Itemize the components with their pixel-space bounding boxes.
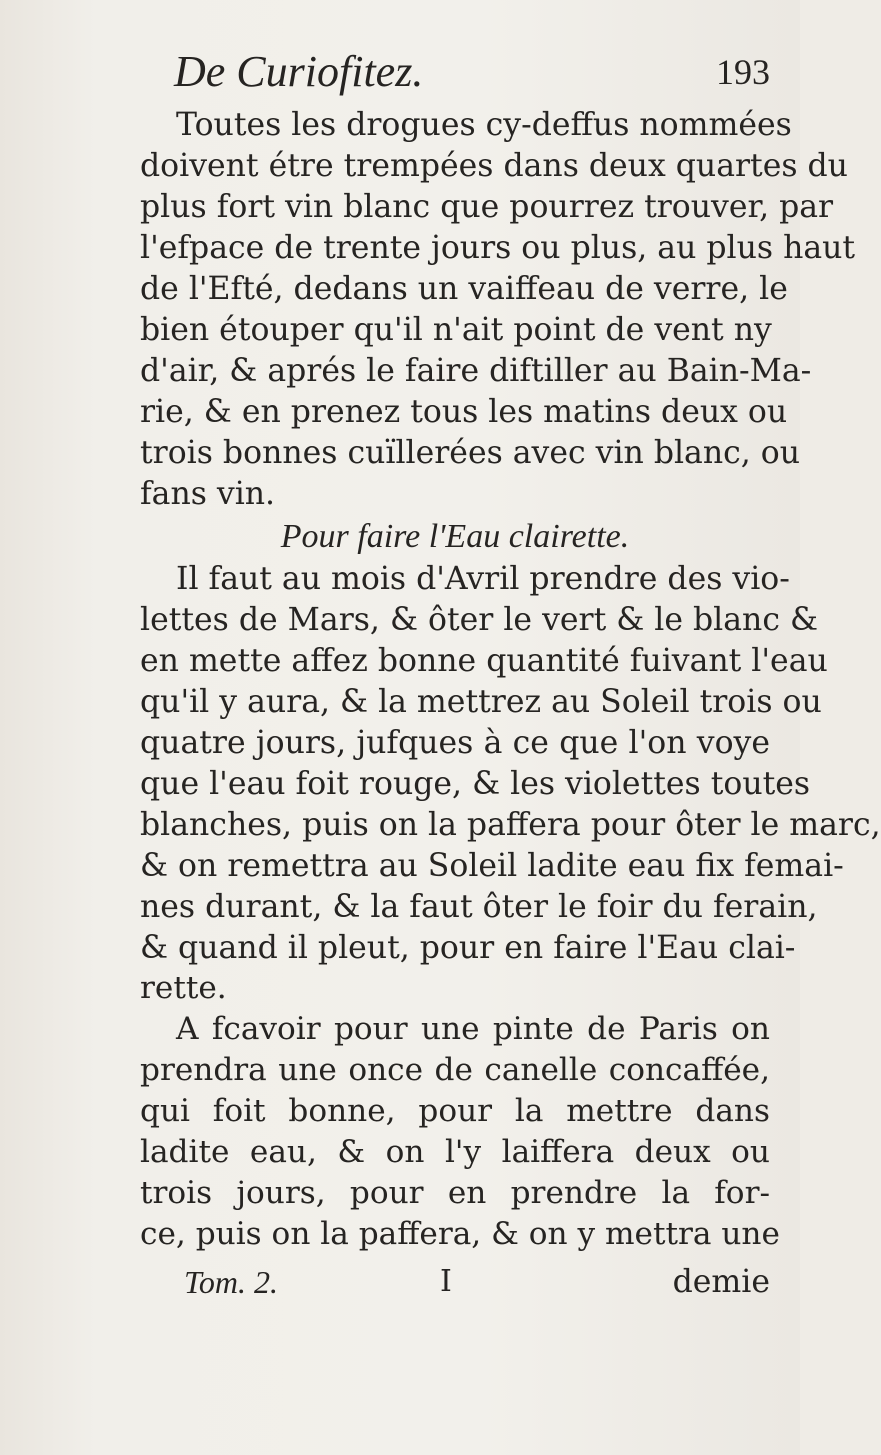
signature-mark: I — [440, 1264, 452, 1299]
page-header — [140, 42, 770, 102]
text-line: plus fort vin blanc que pourrez trouver, par — [140, 189, 834, 225]
text-line: Il faut au mois d'Avril prendre des vio- — [176, 561, 790, 597]
text-line: rette. — [140, 970, 227, 1006]
text-line: trois bonnes cuïllerées avec vin blanc, ou — [140, 435, 801, 471]
text-line: d'air, & aprés le faire diftiller au Bain-Ma- — [140, 353, 812, 389]
text-line: Toutes les drogues cy-deffus nommées — [176, 107, 792, 143]
text-line: bien étouper qu'il n'ait point de vent ny — [140, 312, 772, 348]
text-line: l'efpace de trente jours ou plus, au plus haut — [140, 230, 856, 266]
catchword: demie — [672, 1264, 770, 1300]
text-line: qui foit bonne, pour la mettre dans — [140, 1093, 770, 1129]
text-line: A fcavoir pour une pinte de Paris on — [176, 1011, 770, 1047]
page-number: 193 — [716, 52, 770, 92]
text-line: rie, & en prenez tous les matins deux ou — [140, 394, 788, 430]
text-line: & quand il pleut, pour en faire l'Eau clai- — [140, 930, 796, 966]
text-line: trois jours, pour en prendre la for- — [140, 1175, 770, 1211]
running-title: De Curiofitez. — [174, 47, 424, 96]
text-line: ce, puis on la paffera, & on y mettra une — [140, 1216, 780, 1252]
page-text — [140, 104, 881, 984]
text-line: quatre jours, jufques à ce que l'on voye — [140, 725, 770, 761]
text-line: doivent étre trempées dans deux quartes du — [140, 148, 848, 184]
page-footer — [140, 1259, 770, 1305]
text-line: & on remettra au Soleil ladite eau fix femai- — [140, 848, 844, 884]
text-line: que l'eau foit rouge, & les violettes toutes — [140, 766, 811, 802]
page-text-lower — [140, 968, 780, 1255]
text-line: ladite eau, & on l'y laiffera deux ou — [140, 1134, 770, 1170]
text-line: prendra une once de canelle concaffée, — [140, 1052, 770, 1088]
text-line: nes durant, & la faut ôter le foir du ferain, — [140, 889, 818, 925]
text-line: fans vin. — [140, 476, 276, 512]
text-line: blanches, puis on la paffera pour ôter le marc, — [140, 807, 881, 843]
text-line: qu'il y aura, & la mettrez au Soleil trois ou — [140, 684, 822, 720]
section-heading: Pour faire l'Eau clairette. — [280, 518, 630, 555]
signature-label: Tom. 2. — [184, 1264, 278, 1300]
text-line: lettes de Mars, & ôter le vert & le blanc & — [140, 602, 819, 638]
text-line: de l'Efté, dedans un vaiffeau de verre, le — [140, 271, 788, 307]
text-line: en mette affez bonne quantité fuivant l'eau — [140, 643, 828, 679]
